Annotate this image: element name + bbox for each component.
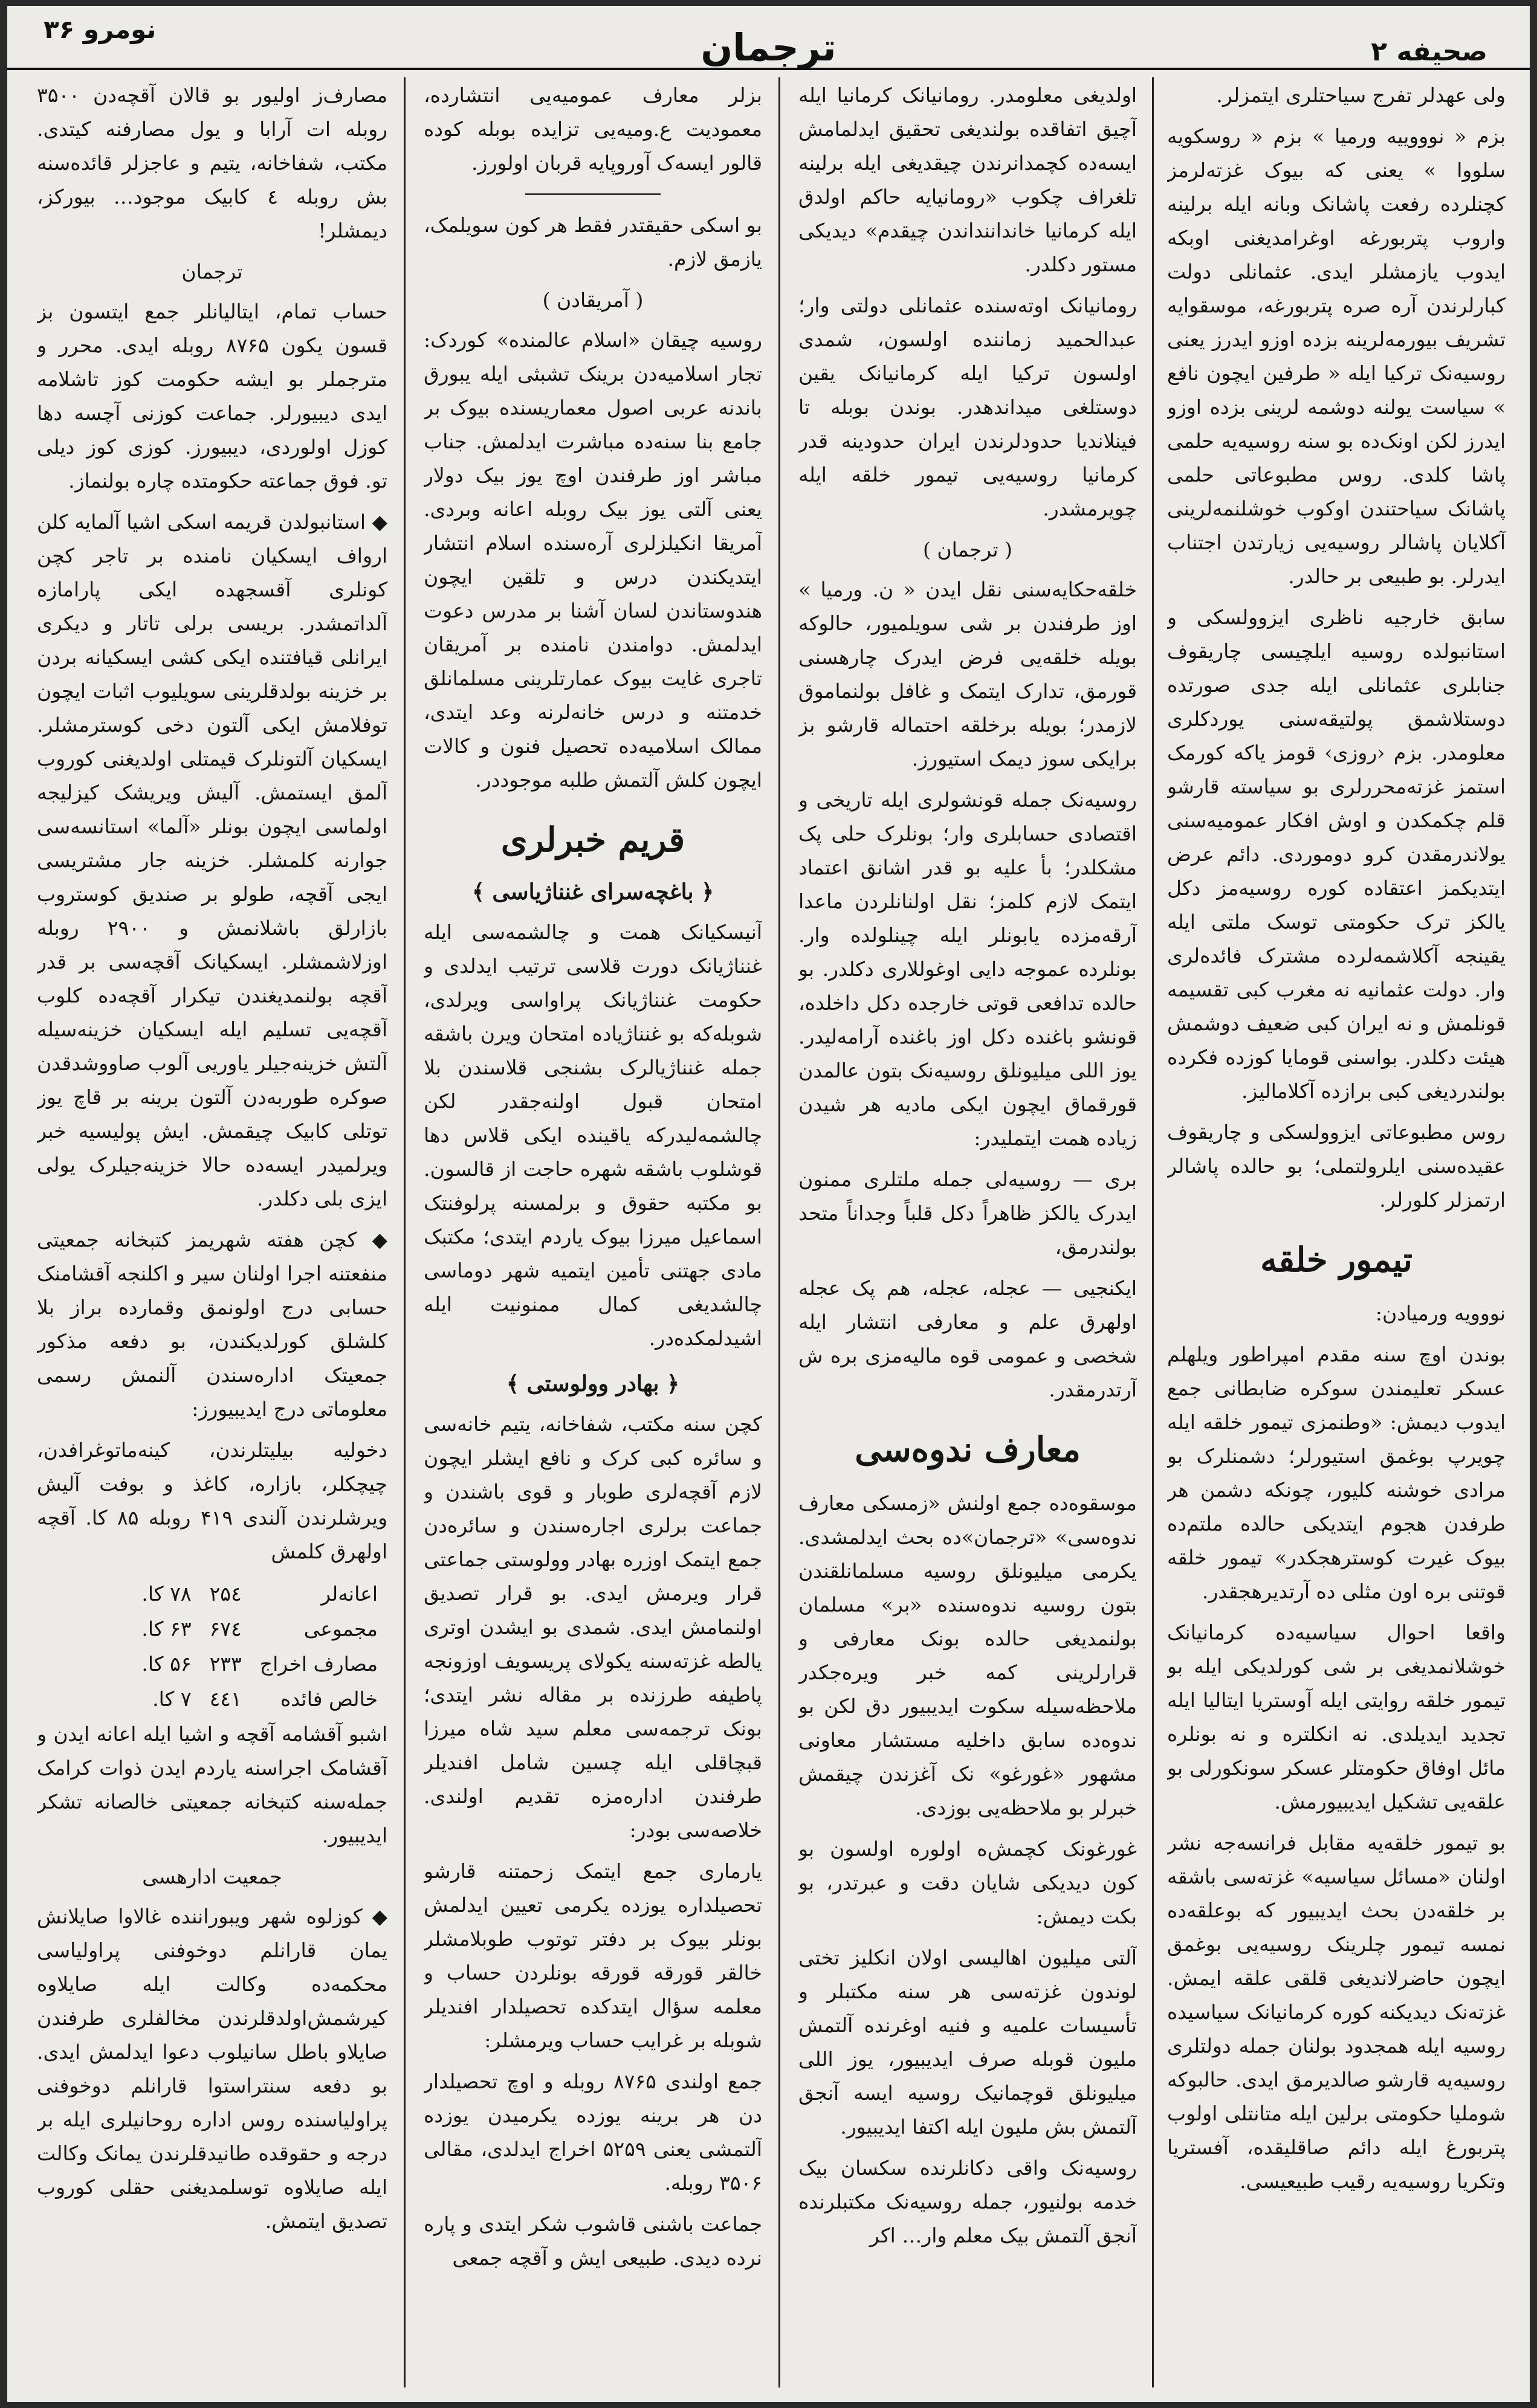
paragraph: ایکنجیی — عجله، عجله، هم پک عجله اولهرق علم و معارفی انتشار ایله شخصی و عمومی قوه مالیه‌مزی بره ش آرتدرمقدر. bbox=[798, 1276, 1137, 1401]
paragraph: آنیسکیانک همت و چالشمه‌سی ایله غنناژیانک دورت قلاسی ترتیب ایدلدی و حکومت غنناژیانک پراواسی ویرلدی، شوبله‌که بو غنناژیاده امتحان ویرن باشقه جمله غنناژیالرک بشنجی قلاسندن بلا امتحان قبول اولنه‌جقدر لکن چالشمه‌لیدرکه یاقینده ایکی قلاس دها قوشلوب باشقه شهره حاجت از قالسون. بو مکتبه حقوق و برلمسنه پرلوفنتک اسماعیل میرزا بیوک یاردم ایتدی؛ مکتبک مادی جهتنی تأمین ایتمیه شهر دوماسی چالشدیغی کمال ممنونیت ایله اشیدلمکده‌در. bbox=[424, 920, 762, 1350]
column-2 bbox=[798, 79, 1137, 2387]
table-row bbox=[133, 1647, 386, 1681]
table-cell-label: خالص فائده bbox=[280, 1687, 378, 1711]
table-cell-value: ۲۵٤ bbox=[209, 1582, 242, 1606]
paragraph: اشبو آقشامه آقچه و اشیا ایله اعانه ایدن و آقشامک اجراسنه یاردم ایدن ذوات کرامک جمله‌سنه کتبخانه جمعیتی خالصانه تشکر ایدیبیور. bbox=[37, 1722, 387, 1847]
paragraph: خلقه‌حکایه‌سنی نقل ایدن « ن. ورمیا » اوز طرفندن بر شی سویلمیور، حالوکه بویله خلقه‌یی فرض ایدرک چارهسنی قورمق، تدارک ایتمک و غافل بولنماموق لازمدر؛ بویله برخلقه احتماله قارشو بز برایکی سوز دیمک استیورز. bbox=[798, 578, 1137, 770]
paragraph: ◆ استانبولدن قریمه اسکی اشیا آلمایه کلن ارواف ایسکیان نامنده بر تاجر کچن کونلری آقسجهده ایکی پارامازه آلداتمشدر. بریسی برلی تاتار و دیکری ایرانلی قیافتنده ایکی کشی ایسکیانه بردن بر خزینه بولدقلرینی سویلیوب اثبات ایچون توفلامش ایکی آلتون دخی کوسترمشلر. ایسکیان آلتونلرک قیمتلی اولدیغنی کوروب آلمق ایستمش. آلیش ویریشک کیزلیجه اولماسی ایچون بونلر «آلما» استانسه‌سی جوارنه کلمشلر. خزینه جار مشتریسی ایجی آقچه، طولو بر صندیق کوستروب بازارلق باشلانمش و ۲۹۰۰ روبله اوزلاشمشلر. ایسکیانک آقچه‌سی بر قدر آقچه بولنمدیغندن تیکرار آقچه‌ده کلوب آقچه‌یی تسلیم ایله ایسکیان خزینه‌سیله آلتش خزینه‌جیلر یاوریی آلوب صاووشدقدن صوکره طوربه‌دن آلتون برینه بر قاچ یوز توتلی کابیک چیقمش. ایش پولیسیه خبر ویرلمیدر ایسه‌ده حالا خزینه‌جیلرک یولی ایزی بلی دکلدر. bbox=[37, 510, 387, 1210]
paragraph: موسقوه‌ده جمع اولنش «زمسکی معارف ندوه‌سی» «ترجمان»ده بحث ایدلمشدی. یکرمی میلیونلق روسیه مسلمانلقندن بتون روسیه ندوه‌سنده «بر» مسلمان بولنمدیغی حالده بونک معارفی و قرارلرینی کمه خبر ویره‌جکدر ملاحظه‌سیله سکوت ایدیبیور دق لکن بو ندوه‌ده سابق داخلیه مستشار معاونی مشهور «غورغو» نک آغزندن چیقمش خبرلر بو ملاحظه‌یی بوزدی. bbox=[798, 1491, 1137, 1819]
paragraph: آلتی میلیون اهالیسی اولان انکلیز تختی لوندون غزته‌سی هر سنه مکتبلر و تأسیسات علمیه و فنیه اوغرنده آلتمش ملیون قوبله صرف ایدیبیور، یوز اللی میلیونلق قوچمانیک روسیه ایسه آنجق آلتمش بش ملیون ایله اکتفا ایدیبیور. bbox=[798, 1946, 1137, 2138]
column-divider bbox=[1152, 77, 1154, 2387]
paragraph: یارماری جمع ایتمک زحمتنه قارشو تحصیلداره یوزده یکرمی تعیین ایدلمش بونلر بیوک بر دفتر توتوب طوبلامشلر خالقر قورقه قورقه بونلردن حساب و معلمه سؤال ایتدکده تحصیلدار افندیلر شوبله بر غرایب حساب ویرمشلر: bbox=[424, 1859, 762, 2052]
paragraph: ◆ کوزلوه شهر ویبوراننده غالاوا صایلانش یمان قارانلم دوخوفنی پراولیاسی محکمه‌ده وکالت ایله صایلاوه کیرشمش‌اولدقلرندن مخالفلری طرفندن صایلاو باطل سانیلوب دعوا ایدلمش ایدی. بو دفعه سنتراستوا قارانلم دوخوفنی پراولیاسنده روس اداره روحانیلری ایله بر درجه و حقوقده طانیدقلرندن یمانک وکالت ایله صایلاوه توسلمدیغنی حقلی کوروب تصدیق ایتمش. bbox=[37, 1905, 387, 2233]
paragraph: کچن سنه مکتب، شفاخانه، یتیم خانه‌سی و سائره کبی کرک و نافع ایشلر ایچون لازم آقچه‌لری طوبار و قوی باشندن و جماعت برلری اجاره‌سندن و سائره‌دن جمع ایتمک اوزره بهادر وولوستی جماعتی قرار ویرمش ایدی. بو قرار تصدیق اولنمامش ایدی. شمدی بو ایشدن اوتری یالطه غزته‌سنه یکولای پریسویف اوزونجه پاطیفه طرزنده بر مقاله نشر ایتدی؛ بونک ترجمه‌سی معلم سید شاه میرزا قبچاقلی ایله چسین شامل افندیلر طرفندن اداره‌مزه تقدیم اولندی. خلاصه‌سی بودر: bbox=[424, 1412, 762, 1842]
newspaper-page bbox=[7, 6, 1530, 2402]
paragraph: روسیه چیقان «اسلام عالمنده» کوردک: تجار اسلامیه‌دن برینک تشبثی ایله یبورق باندنه عربی اصول معماریسنده بیوک بر جامع بنا سنه‌ده مباشرت ایدلمش. جناب مباشر اوز طرفندن اوچ یوز بیک دولار یعنی آلتی یوز بیک روبله اعانه وبردی. آمریقا انکیلزلری آره‌سنده اسلام انتشار ایتدیکندن درس و تلقین ایچون هندوستاندن لسان آشنا بر مدرس دعوت ایدلمش. دوامندن نامنده بر آمریقان تاجری غایت بیوک عمارتلرینی مسلمانلق خدمتنه و درس خانه‌لرنه وعد ایتدی، ممالک اسلامیه‌ده تحصیل فنون و کالات ایچون کلش آلتمش طلبه موجوددر. bbox=[424, 328, 762, 792]
paragraph: نووویه ورمیادن: bbox=[1375, 1302, 1506, 1325]
signature: جمعیت ادارهسی bbox=[142, 1865, 282, 1888]
column-4 bbox=[37, 79, 387, 2387]
article-heading: تیمور خلقه bbox=[1260, 1240, 1412, 1280]
paragraph: بزلر معارف عمومیه‌یی انتشارده، معمودیت ع.ومیه‌یی تزایده بوبله کوده قالور ایسه‌ک آوروپایه قربان اولورز. bbox=[424, 83, 762, 175]
paragraph: بزم « نوووییه ورمیا » بزم « روسکویه سلووا » یعنی که بیوک غزته‌لرمز کچنلرده رفعت پاشانک وبانه ایله برلینه واروب پتربورغه اوغرامدیغنی اوبکه ایدوب یازمشلر ایدی. عثمانلی دولت کبارلرندن آره صره پتربورغه، موسقوایه تشریف بیورمه‌لرینه بزده اوزو ایدرز یعنی روسیه‌نک ترکیا ایله « طرفین ایچون نافع » سیاست یولنه دوشمه لرینی بزده اوزو ایدرز لکن اونک‌ده بو سنه روسیه‌یه حلمی پاشا کلدی. روس مطبوعاتی حلمی پاشانک سیاحتندن اوکوب خوشلنمه‌لرینی آکلایان پاشالر روسیه‌یی زیارتدن اجتناب ایدرلر. بو طبیعی بر حالدر. bbox=[1167, 124, 1506, 588]
column-divider bbox=[778, 77, 780, 2387]
column-divider bbox=[404, 77, 406, 2387]
paragraph: بوندن اوچ سنه مقدم امپراطور ویلهلم عسکر تعلیمندن سوکره ضابطانی جمع ایدوب دیمش: «وطنمزی تیمور خلقه ایله چویرپ بوغمق استیورلر؛ دشمنلرک بو مرادی خوشنه کلیور، چونکه دشمن هر طرفدن هجوم ایتدیکی حالده ملتم‌ده بیوک غیرت کوسترهجکدر» تیمور خلقه قوتنی بره اون مثلی ده آرتدیرهجقدر. bbox=[1167, 1343, 1506, 1603]
table-cell-label: مصارف اخراج bbox=[259, 1652, 378, 1676]
paragraph: روس مطبوعاتی ایزوولسکی و چاریقوف عقیده‌سنی ایلرولتملی؛ بو حالده پاشالر ارتمزلر کلورلر. bbox=[1167, 1120, 1506, 1212]
header-rule bbox=[7, 68, 1530, 70]
paragraph: ولی عهدلر تفرج سیاحتلری ایتمزلر. bbox=[1216, 83, 1506, 107]
paragraph: جماعت باشنی قاشوب شکر ایتدی و پاره نرده دیدی. طبیعی ایش و آقچه جمعی bbox=[424, 2212, 762, 2270]
newspaper-title: ترجمان bbox=[701, 25, 836, 69]
paragraph: جمع اولندی ۸۷۶۵ روبله و اوچ تحصیلدار دن هر برینه یوزده یکرمیدن یوزده آلتمشی یعنی ۵۲۵۹ اخراج ایدلدی، مقالی ۳۵۰۶ روبله. bbox=[424, 2070, 762, 2195]
column-3 bbox=[424, 79, 762, 2387]
paragraph: مصارف‌ز اولیور بو قالان آقچه‌دن ۳۵۰۰ روبله ات آرابا و یول مصارفنه کیتدی. مکتب، شفاخانه، یتیم و عاجزلر قائده‌سنه بش روبله ٤ کابیک موجود… بیورکز، دیمشلر! bbox=[37, 83, 387, 242]
paragraph: بری — روسیه‌لی جمله ملتلری ممنون ایدرک یالکز ظاهراً دکل قلباً وجداناً متحد بولندرمق، bbox=[798, 1167, 1137, 1259]
table-cell-label: مجموعی bbox=[303, 1617, 378, 1641]
sub-heading: ﴿ بهادر وولوستی ﴾ bbox=[506, 1371, 680, 1396]
accounts-table bbox=[132, 1576, 387, 1717]
masthead bbox=[7, 6, 1530, 73]
article-heading: معارف ندوه‌سی bbox=[855, 1430, 1081, 1470]
table-cell-value: ۵۶ کا. bbox=[141, 1652, 192, 1676]
issue-number: نومرو ۳۶ bbox=[44, 15, 157, 44]
paragraph: روسیه‌نک واقی دکانلرنده سکسان بیک خدمه بولنیور، جمله روسیه‌نک مکتبلرنده آنجق آلتمش بیک معلم وار… اکر bbox=[798, 2156, 1137, 2247]
paragraph: بو اسکی حقیقتدر فقط هر کون سویلمک، یازمق لازم. bbox=[424, 213, 762, 271]
paragraph: ◆ کچن هفته شهریمز کتبخانه جمعیتی منفعتنه اجرا اولنان سیر و اکلنجه آقشامنک حسابی درج اولونمق وقمارده براز بلا کلشلق کورلدیکندن، بو دفعه مذکور جمعیتک اداره‌سندن آلنمش رسمی معلوماتی درج ایدیبیورز: bbox=[37, 1228, 387, 1421]
table-cell-label: اعانه‌لر bbox=[320, 1582, 378, 1606]
paragraph: بو تیمور خلقه‌یه مقابل فرانسه‌جه نشر اولنان «مسائل سیاسیه» غزته‌سی باشقه بر خلقه‌دن بحث ایدیبیور که بوعلقه‌ده نمسه تیمور چلرینک روسیه‌یی بوغمق ایچون حاضرلاندیغی قلقی علقه ایمش. غزته‌نک دیدیکنه کوره کرمانیانک سیاسیده روسیه ایله همجدود بولنان جمله دولتلری روسیه‌یه قارشو صالدیرمق ایدی. حالبوکه شوملیا حکومتی برلین ایله متانتلی اولوب پتربورغ ایله دائم صاقلیقده، آفستریا وتکریا روسیه‌یه رقیب طبیعیسی. bbox=[1167, 1831, 1506, 2193]
table-cell-value: ۷۸ کا. bbox=[141, 1582, 192, 1606]
paragraph: واقعا احوال سیاسیه‌ده کرمانیانک خوشلانمدیغی بر شی کورلدیکی ایله بو تیمور خلقه روایتی ایله آوستریا ایتالیا ایله تجدید ایدیلدی. نه انکلتره و نه بونلره مائل اوفاق حکومتلر عسکر سونکورلی بو علقه‌یی تشکیل ایدیبیورمش. bbox=[1167, 1621, 1506, 1813]
paragraph: رومانیانک اوته‌سنده عثمانلی دولتی وار؛ عبدالحمید زماننده اولسون، شمدی اولسون ترکیا ایله کرمانیانک یقین دوستلغی میداندهدر. بوندن بوبله تا فینلاندیا حدودلرندن ایران حدودینه قدر کرمانیا روسیه‌یی تیمور خلقه ایله چویرمشدر. bbox=[798, 294, 1137, 520]
table-row bbox=[133, 1612, 386, 1646]
paragraph: اولدیغی معلومدر. رومانیانک کرمانیا ایله آچیق اتفاقده بولندیغی تحقیق ایدلمامش ایسه‌ده کچمدانرندن چیقدیغی ایله برلینه تلغراف چکوب «رومانیایه حاکم اولدق ایله کرمانیا خانداننداندن چیقدم» دیدیکی مستور دکلدر. bbox=[798, 83, 1137, 276]
paragraph: دخولیه بیلیتلرندن، کینه‌ماتوغرافدن، چیچکلر، بازاره، کاغذ و بوفت آلیش ویرشلرندن آلندی ۴۱۹ روبله ۸۵ کا. آقچه اولهرق کلمش bbox=[37, 1438, 387, 1563]
divider-rule bbox=[525, 193, 661, 195]
column-1 bbox=[1167, 79, 1506, 2387]
article-heading: قریم خبرلری bbox=[500, 820, 685, 860]
table-cell-value: ٤٤۱ bbox=[209, 1687, 242, 1711]
table-row bbox=[133, 1682, 386, 1716]
signature: ترجمان bbox=[181, 260, 243, 283]
table-cell-value: ۶۳ کا. bbox=[141, 1617, 192, 1641]
signature: ( ترجمان ) bbox=[923, 538, 1012, 561]
paragraph: غورغونک کچمش‌ه اولوره اولسون بو کون دیدیکی شایان دقت و عبرتدر، بو بکت دیمش: bbox=[798, 1837, 1137, 1928]
table-cell-value: ۶۷٤ bbox=[209, 1617, 242, 1641]
table-cell-value: ۲۳۳ bbox=[209, 1652, 242, 1676]
paragraph: سابق خارجیه ناظری ایزوولسکی و استانبولده روسیه ایلچیسی چاریقوف جنابلری عثمانلی ایله جدی صورتده دوستلاشمق پولتیقه‌سنی یوردکلری معلومدر. بزم ‹روزی› قومز یاکه کورمک استمز غزته‌محررلری بو سیاسته قارشو قلم چکمکدن و اوش افکار عمومیه‌سنی یولاندرمقدن کرو دوموردی. دائم عرض ایتدیکمز اعتقاده کوره روسیه‌مز دکل یالکز ترک حکومتی توسک ملتی ایله یقینجه آکلاشمه‌لرده مشترک فائده‌لری وار. دولت عثمانیه نه مغرب کبی تقسیمه قونلمش و نه ایران کبی ضعیف دوشمش هیئت دکلدر. بواسنی قومایا کوزده فکرده بولندردیغی کبی برازده آکلامالیز. bbox=[1167, 605, 1506, 1103]
section-label: ( آمریقادن ) bbox=[542, 288, 644, 312]
paragraph: حساب تمام، ایتالیانلر جمع ایتسون بز قسون یکون ۸۷۶۵ روبله ایدی. محرر و مترجملر بو ایشه حکومت کوز تاشلامه ایدی دیبیورلر. جماعت کوزنی آچسه دها کوزل اولوردی، دیبیورز. کوزی کوز دیلی تو. فوق جماعته حکومتده چاره بولنماز. bbox=[37, 300, 387, 492]
table-cell-value: ۷ کا. bbox=[152, 1687, 192, 1711]
paragraph: روسیه‌نک جمله قونشولری ایله تاریخی و اقتصادی حسابلری وار؛ بونلرک حلی پک مشکلدر؛ بأ علیه بو قدر اشانق اعتماد ایتمک لازم کلمز؛ نقل اولنانلردن ماعدا آرقه‌مزده یابونلر ایله چینلولده وار. بونلرده عموجه دایی اوغوللاری دکلدر. بو حالده تدافعی قوتی خارجده دکل داخلده، قونشو باغنده دکل اوز باغنده آرامه‌لیدر. یوز اللی میلیونلق روسیه‌نک بتون عالمدن قورقماق ایچون ایکی مادیه هر شیدن زیاده همت ایتملیدر: bbox=[798, 788, 1137, 1150]
sub-heading: ﴿ باغچه‌سرای غنناژیاسی ﴾ bbox=[471, 879, 714, 905]
table-row bbox=[133, 1577, 386, 1611]
page-number: صحیفه ۲ bbox=[1371, 36, 1487, 67]
